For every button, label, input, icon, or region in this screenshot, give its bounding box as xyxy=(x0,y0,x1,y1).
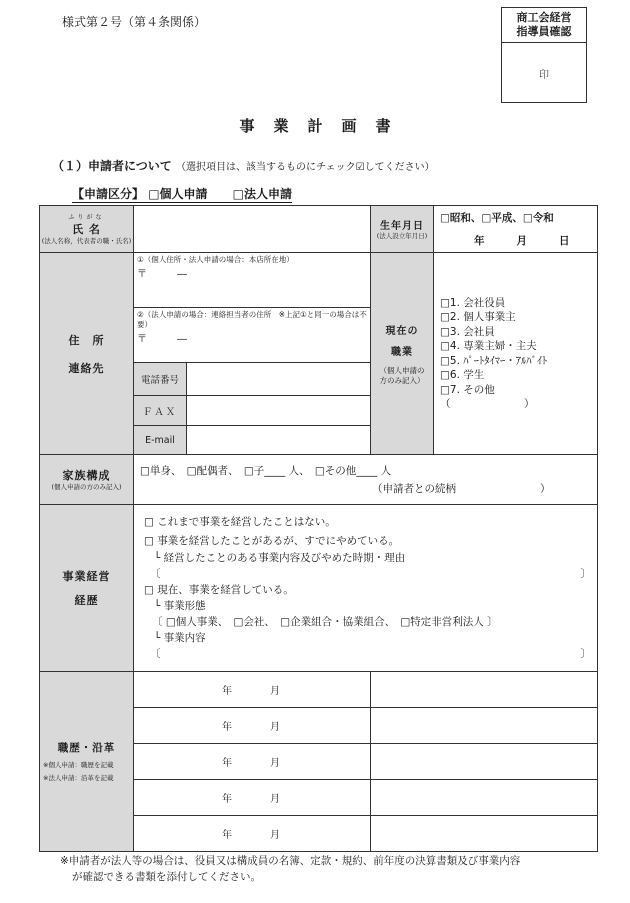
section-heading-text: （１）申請者について xyxy=(52,159,172,173)
fax-label: ＦＡＸ xyxy=(134,396,187,426)
history-note-corporate: ※法人申請：沿革を記載 xyxy=(43,774,114,782)
seal-mark: 印 xyxy=(539,70,549,81)
email-label: E-mail xyxy=(134,426,187,455)
history-date-5[interactable]: 年 月 xyxy=(134,816,371,852)
contact-label: 連絡先 xyxy=(68,361,105,375)
history-detail-5[interactable] xyxy=(371,816,598,852)
form-number: 様式第２号（第４条関係） xyxy=(62,15,207,29)
address2-heading: ②（法人申請の場合：連絡担当者の住所 ※上記①と同一の場合は不要） xyxy=(137,310,367,329)
section-heading xyxy=(52,157,435,174)
family-options xyxy=(134,455,598,505)
occupation-options xyxy=(434,253,598,455)
history-detail-3[interactable] xyxy=(371,744,598,780)
footer-note-line1: ※申請者が法人等の場合は、役員又は構成員の名簿、定款・規約、前年度の決算書類及び事業内容 xyxy=(60,855,521,867)
occupation-option-3[interactable]: □3. 会社員 xyxy=(440,325,495,338)
past-business-details-input[interactable] xyxy=(144,566,591,582)
business-content-label: └ 事業内容 xyxy=(154,632,206,644)
name-label-cell xyxy=(40,206,134,253)
family-label: 家族構成 xyxy=(62,469,111,482)
month-label: 月 xyxy=(516,235,527,247)
business-type-label: └ 事業形態 xyxy=(154,600,206,612)
stamp-title-line2: 指導員確認 xyxy=(516,25,572,38)
name-label: 氏 名 xyxy=(72,223,101,236)
confirmation-stamp-box xyxy=(501,7,587,103)
address-label: 住 所 xyxy=(68,333,105,347)
family-label-cell xyxy=(40,455,134,505)
email-input[interactable] xyxy=(187,426,371,455)
bracket-open: 〔 xyxy=(150,568,161,580)
birthdate-sublabel: (法人設立年月日) xyxy=(376,232,428,240)
history-date-1[interactable]: 年 月 xyxy=(134,672,371,708)
occupation-label-2: 職業 xyxy=(391,346,413,358)
birthdate-label-cell xyxy=(371,206,434,253)
occupation-option-1[interactable]: □1. 会社役員 xyxy=(440,296,506,309)
name-sublabel: (法人名称，代表者の職・氏名) xyxy=(41,237,132,245)
occupation-option-4[interactable]: □4. 専業主婦・主夫 xyxy=(440,340,537,352)
section-note: （選択項目は、該当するものにチェック☑してください） xyxy=(175,162,435,173)
address1-heading: ①（個人住所・法人申請の場合：本店所在地） xyxy=(137,255,294,264)
applicant-form-table xyxy=(39,205,598,852)
experience-label-cell xyxy=(40,505,134,672)
ymd-row xyxy=(440,225,591,248)
bracket-close: 〕 xyxy=(580,648,591,660)
history-label-cell xyxy=(40,672,134,852)
stamp-box-title xyxy=(502,8,586,43)
occupation-label-1: 現在の xyxy=(385,325,419,337)
family-relation[interactable]: （申請者との続柄 ） xyxy=(372,483,551,495)
corporate-application-checkbox[interactable]: □法人申請 xyxy=(232,187,292,201)
address2-input[interactable] xyxy=(134,308,371,363)
year-label: 年 xyxy=(474,235,485,247)
family-sublabel: (個人申請の方のみ記入) xyxy=(51,483,122,491)
business-type-options[interactable]: 〔 □個人事業、 □会社、 □企業組合・協業組合、 □特定非営利法人 〕 xyxy=(152,616,498,628)
experience-label-2: 経歴 xyxy=(74,594,99,607)
day-label: 日 xyxy=(559,235,570,247)
occupation-option-2[interactable]: □2. 個人事業主 xyxy=(440,311,516,323)
experience-none-option[interactable]: □ これまで事業を経営したことはない。 xyxy=(144,516,336,528)
history-date-4[interactable]: 年 月 xyxy=(134,780,371,816)
experience-past-option[interactable]: □ 事業を経営したことがあるが、すでにやめている。 xyxy=(144,535,400,547)
past-business-details-label: └ 経営したことのある事業内容及びやめた時期・理由 xyxy=(154,552,406,564)
experience-label-1: 事業経営 xyxy=(62,570,111,583)
family-options-line1[interactable]: □単身、 □配偶者、 □子____ 人、 □その他____ 人 xyxy=(140,465,392,477)
history-detail-1[interactable] xyxy=(371,672,598,708)
application-category xyxy=(72,185,292,202)
history-detail-4[interactable] xyxy=(371,780,598,816)
stamp-title-line1: 商工会経営 xyxy=(516,11,572,24)
history-date-3[interactable]: 年 月 xyxy=(134,744,371,780)
address-label-cell xyxy=(40,253,134,455)
footer-note-line2: が確認できる書類を添付してください。 xyxy=(72,871,261,883)
name-input[interactable] xyxy=(134,206,371,253)
history-note-individual: ※個人申請：職歴を記載 xyxy=(43,761,114,769)
history-label: 職歴・沿革 xyxy=(57,742,116,754)
occupation-other-input[interactable]: （ ） xyxy=(440,398,535,410)
occupation-option-7[interactable]: □7. その他 xyxy=(440,383,495,396)
individual-application-checkbox[interactable]: □個人申請 xyxy=(148,187,208,201)
experience-current-option[interactable]: □ 現在、事業を経営している。 xyxy=(144,584,294,596)
birthdate-label: 生年月日 xyxy=(380,221,424,232)
history-detail-2[interactable] xyxy=(371,708,598,744)
bracket-open: 〔 xyxy=(150,648,161,660)
bracket-close: 〕 xyxy=(580,568,591,580)
birthdate-input[interactable] xyxy=(434,206,598,253)
occupation-option-5[interactable]: □5. ﾊﾟｰﾄﾀｲﾏｰ・ｱﾙﾊﾞｲﾄ xyxy=(440,354,548,367)
business-content-input[interactable] xyxy=(144,646,591,662)
era-options[interactable]: □昭和、□平成、□令和 xyxy=(440,212,554,224)
address1-postal: 〒 ― xyxy=(137,269,187,280)
occupation-label-cell xyxy=(371,253,434,455)
experience-content xyxy=(134,505,598,672)
phone-input[interactable] xyxy=(187,363,371,396)
address1-input[interactable] xyxy=(134,253,371,308)
history-date-2[interactable]: 年 月 xyxy=(134,708,371,744)
address2-postal: 〒 ― xyxy=(137,334,187,345)
fax-input[interactable] xyxy=(187,396,371,426)
phone-label: 電話番号 xyxy=(134,363,187,396)
occupation-option-6[interactable]: □6. 学生 xyxy=(440,369,485,381)
document-title: 事業計画書 xyxy=(239,117,410,135)
footer-note xyxy=(60,853,520,885)
furigana-label: ふりがな xyxy=(68,214,105,221)
category-label: 【申請区分】 xyxy=(72,187,145,201)
occupation-sublabel: （個人申請の方のみ記入） xyxy=(379,365,425,385)
